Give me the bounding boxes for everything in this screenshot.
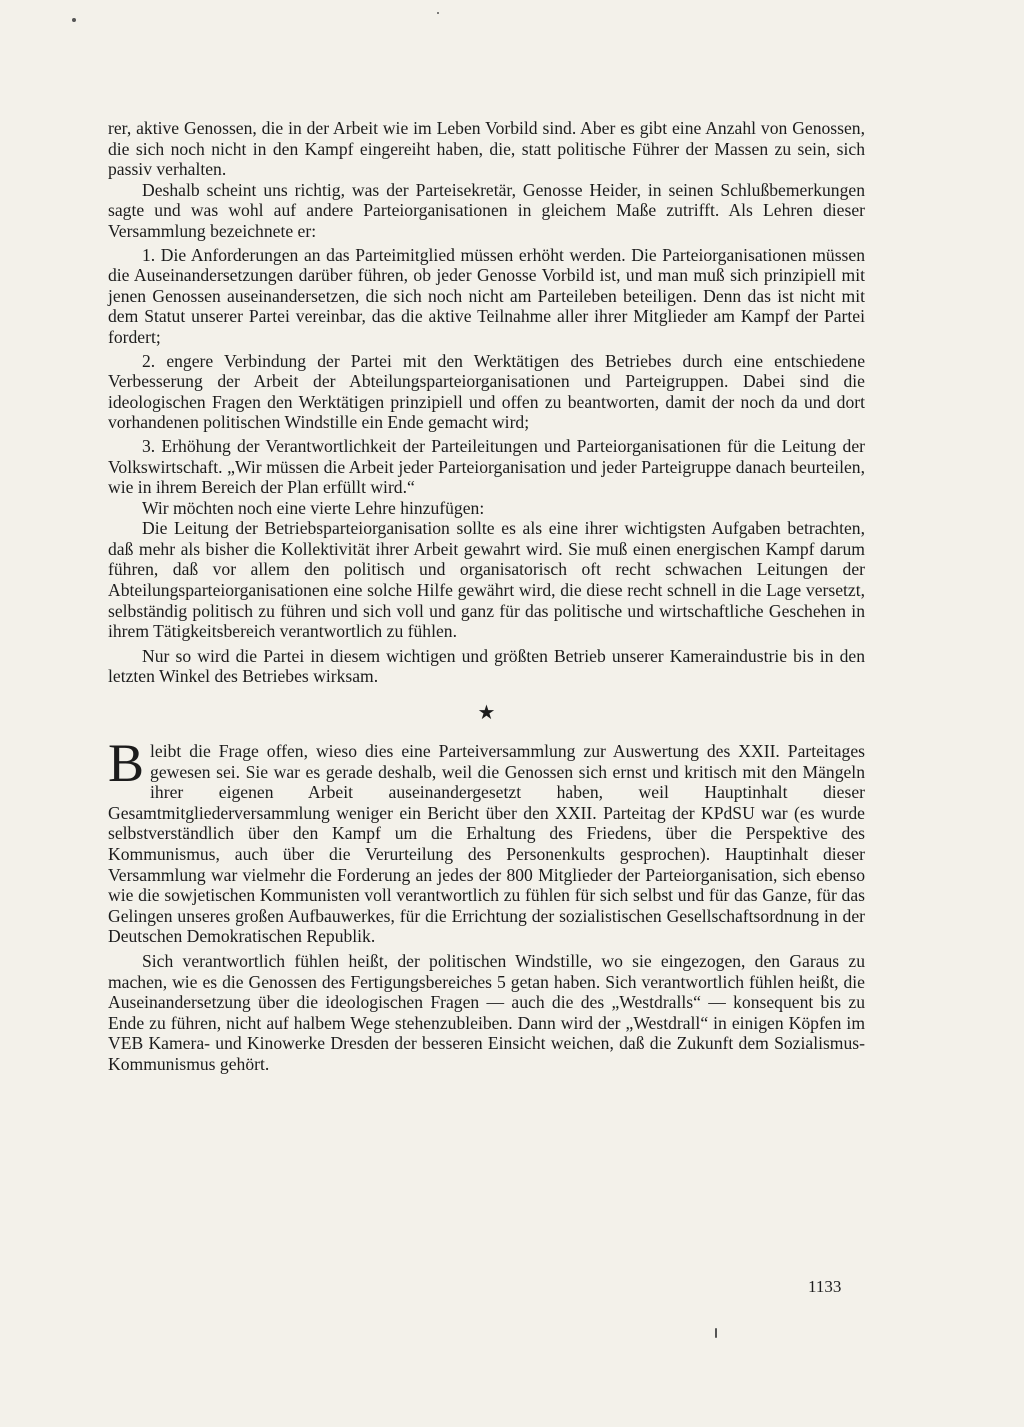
section-separator: ★	[477, 702, 496, 725]
paragraph: Die Leitung der Betriebsparteiorganisation sollte es als eine ihrer wichtigsten Aufgaben betrachten, daß mehr als bisher die Kollektivität ihrer Arbeit gewahrt wird. Sie muß einen energischen Kampf darum führen, daß vor allem den politisch und organisatorisch oft recht schwachen Leitungen der Abteilungsparteiorganisationen eine solche Hilfe gewährt wird, die diese recht schnell in die Lage versetzt, selbständig politisch zu führen und sich voll und ganz für das politische und wirtschaftliche Geschehen in ihrem Tätigkeitsbereich verantwortlich zu fühlen.	[108, 518, 865, 642]
list-item: 1. Die Anforderungen an das Parteimitglied müssen erhöht werden. Die Parteiorganisationen müssen die Auseinandersetzungen darüber führen, ob jeder Genosse Vorbild ist, und man muß sich prinzipiell mit jenen Genossen auseinandersetzen, die sich noch nicht am Parteileben beteiligen. Denn das ist nicht mit dem Statut unserer Partei vereinbar, das die aktive Teilnahme aller ihrer Mitglieder am Kampf der Partei fordert;	[108, 244, 865, 347]
list-item: 3. Erhöhung der Verantwortlichkeit der Parteileitungen und Parteiorganisationen für die Leitung der Volkswirtschaft. „Wir müssen die Arbeit jeder Parteiorganisation und jeder Parteigruppe danach beurteilen, wie in ihrem Bereich der Plan erfüllt wird.“	[108, 435, 865, 498]
list-item: 2. engere Verbindung der Partei mit den Werktätigen des Betriebes durch eine entschiedene Verbesserung der Arbeit der Abteilungsparteiorganisationen und Parteigruppen. Dabei sind die ideologischen Fragen den Werktätigen prinzipiell und offen zu beantworten, damit der noch da und dort vorhandenen politischen Windstille ein Ende gemacht wird;	[108, 350, 865, 433]
print-speck	[715, 1328, 717, 1338]
print-speck	[72, 18, 76, 22]
drop-cap: B	[108, 733, 145, 794]
paragraph: Sich verantwortlich fühlen heißt, der politischen Windstille, wo sie eingezogen, den Garaus zu machen, wie es die Genossen des Fertigungsbereiches 5 getan haben. Sich verantwortlich fühlen heißt, die Auseinandersetzung über die ideologischen Fragen — auch die des „Westdralls“ — konsequent bis zu Ende zu führen, nicht auf halbem Wege stehenzubleiben. Dann wird der „Westdrall“ in einigen Köpfen im VEB Kamera- und Kinowerke Dresden der besseren Einsicht weichen, daß die Zukunft dem Sozialismus-Kommunismus gehört.	[108, 950, 865, 1074]
text-column	[108, 118, 865, 1075]
paragraph	[108, 733, 865, 947]
page-number: 1133	[808, 1277, 842, 1296]
paragraph: Deshalb scheint uns richtig, was der Parteisekretär, Genosse Heider, in seinen Schlußbemerkungen sagte und was wohl auf andere Parteiorganisationen in gleichem Maße zutrifft. Als Lehren dieser Versammlung bezeichnete er:	[108, 179, 865, 241]
paragraph-text: leibt die Frage offen, wieso dies eine Parteiversammlung zur Auswertung des XXII. Parteitages gewesen sei. Sie war es gerade deshalb, weil die Genossen sich ernst und kritisch mit den Mängeln ihrer eigenen Arbeit auseinandergesetzt haben, weil Hauptinhalt dieser Gesamtmitgliederversammlung weniger ein Bericht über den XXII. Parteitag der KPdSU war (es wurde selbstverständlich über den Kampf um die Erhaltung des Friedens, über die Perspektive des Kommunismus, auch über die Verurteilung des Personenkults gesprochen). Hauptinhalt dieser Versammlung war vielmehr die Forderung an jedes der 800 Mitglieder der Parteiorganisation, sich ebenso wie die sowjetischen Kommunisten voll verantwortlich zu fühlen für sich selbst und für das Ganze, für das Gelingen unseres großen Aufbauwerkes, für die Errichtung der sozialistischen Gesellschaftsordnung in der Deutschen Demokratischen Republik.	[108, 741, 865, 947]
paragraph: rer, aktive Genossen, die in der Arbeit wie im Leben Vorbild sind. Aber es gibt eine Anzahl von Genossen, die sich noch nicht in den Kampf eingereiht haben, die, statt politische Führer der Massen zu sein, sich passiv verhalten.	[108, 118, 865, 180]
print-speck	[437, 12, 439, 14]
paragraph: Nur so wird die Partei in diesem wichtigen und größten Betrieb unserer Kameraindustrie bis in den letzten Winkel des Betriebes wirksam.	[108, 645, 865, 687]
paragraph: Wir möchten noch eine vierte Lehre hinzufügen:	[142, 497, 485, 518]
